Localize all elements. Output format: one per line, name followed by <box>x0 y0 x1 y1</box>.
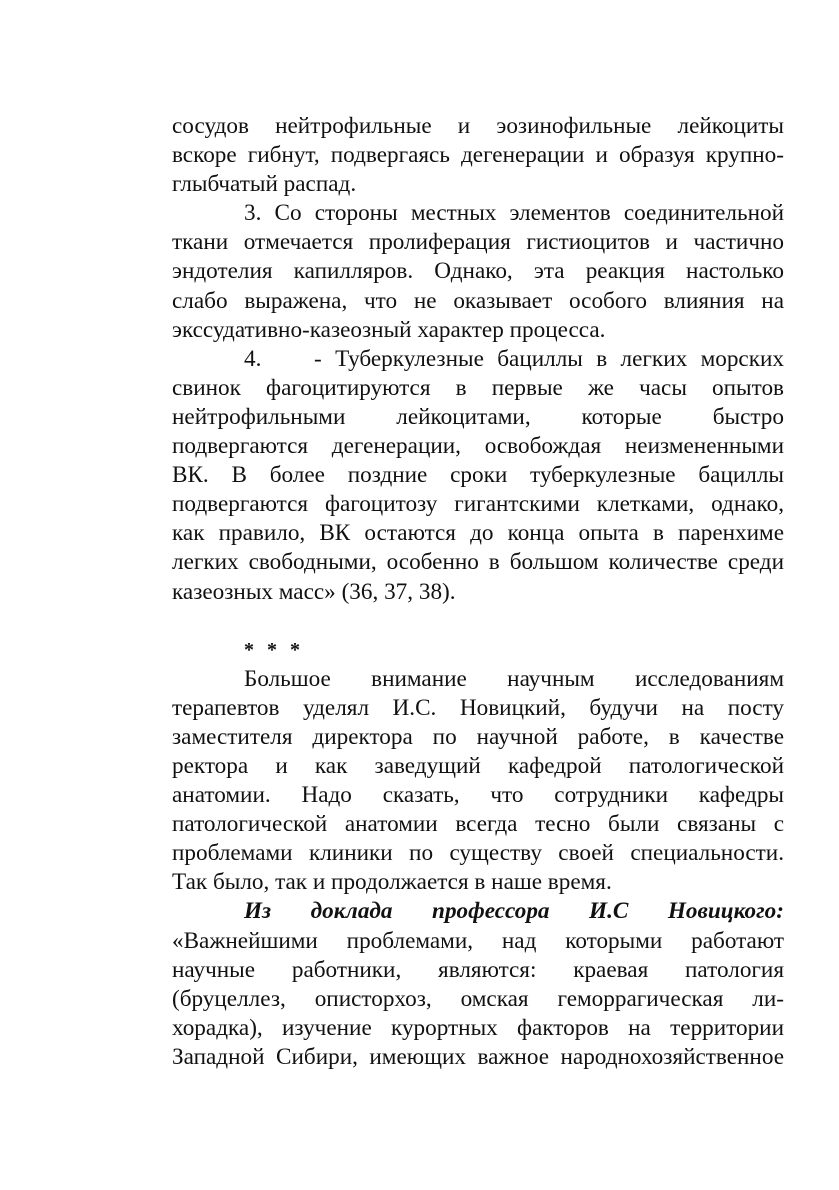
text-line: Так было, так и продолжается в наше время. <box>172 869 612 896</box>
text-line: проблемами клиники по существу своей специальности. <box>172 840 784 867</box>
text-line: терапевтов уделял И.С. Новицкий, будучи на посту <box>172 694 784 721</box>
text-line: нейтрофильными лейкоцитами, которые быстро <box>172 403 784 430</box>
text-line: как правило, ВК остаются до конца опыта в паренхиме <box>172 520 784 547</box>
text-line: заместителя директора по научной работе, в качестве <box>172 723 784 750</box>
text-line: свинок фагоцитируются в первые же часы опытов <box>172 374 784 401</box>
text-line: «Важнейшими проблемами, над которыми работают <box>172 927 784 954</box>
text-line: казеозных масс» (36, 37, 38). <box>172 578 456 605</box>
text-line: экссудативно-казеозный характер процесса. <box>172 316 606 343</box>
text-line: Западной Сибири, имеющих важное народнохозяйственное <box>172 1043 784 1070</box>
text-line: анатомии. Надо сказать, что сотрудники кафедры <box>172 782 784 809</box>
text-line: (бруцеллез, описторхоз, омская геморрагическая ли- <box>172 985 784 1012</box>
body-text <box>172 112 784 1072</box>
text-line: эндотелия капилляров. Однако, эта реакция настолько <box>172 258 784 285</box>
text-line: ткани отмечается пролиферация гистиоцитов и частично <box>172 229 784 256</box>
blank-line <box>172 607 784 636</box>
text-line: слабо выражена, что не оказывает особого влияния на <box>172 287 784 314</box>
text-line: хорадка), изучение курортных факторов на территории <box>172 1014 784 1041</box>
list-number: 4. <box>244 345 262 372</box>
text-line: ВК. В более поздние сроки туберкулезные бациллы <box>172 462 784 489</box>
list-item-4 <box>172 345 784 374</box>
list-item-3: 3. Со стороны местных элементов соединительной <box>244 200 784 227</box>
report-heading: Из доклада профессора И.С Новицкого: <box>244 898 784 925</box>
text-line: Большое внимание научным исследованиям <box>244 665 784 692</box>
text-line: патологической анатомии всегда тесно были связаны с <box>172 811 784 838</box>
text-line: - Туберкулезные бациллы в легких морских <box>314 345 784 372</box>
text-line: вскоре гибнут, подвергаясь дегенерации и образуя крупно- <box>172 142 784 169</box>
text-line: легких свободными, особенно в большом количестве среди <box>172 549 784 576</box>
text-line: научные работники, являются: краевая патология <box>172 956 784 983</box>
text-line: глыбчатый распад. <box>172 171 357 198</box>
section-separator: * * * <box>244 638 304 661</box>
text-line: подвергаются фагоцитозу гигантскими клетками, однако, <box>172 491 784 518</box>
text-line: сосудов нейтрофильные и эозинофильные лейкоциты <box>172 113 784 139</box>
text-line: ректора и как заведущий кафедрой патологической <box>172 752 784 779</box>
text-line: подвергаются дегенерации, освобождая неизмененными <box>172 433 784 460</box>
